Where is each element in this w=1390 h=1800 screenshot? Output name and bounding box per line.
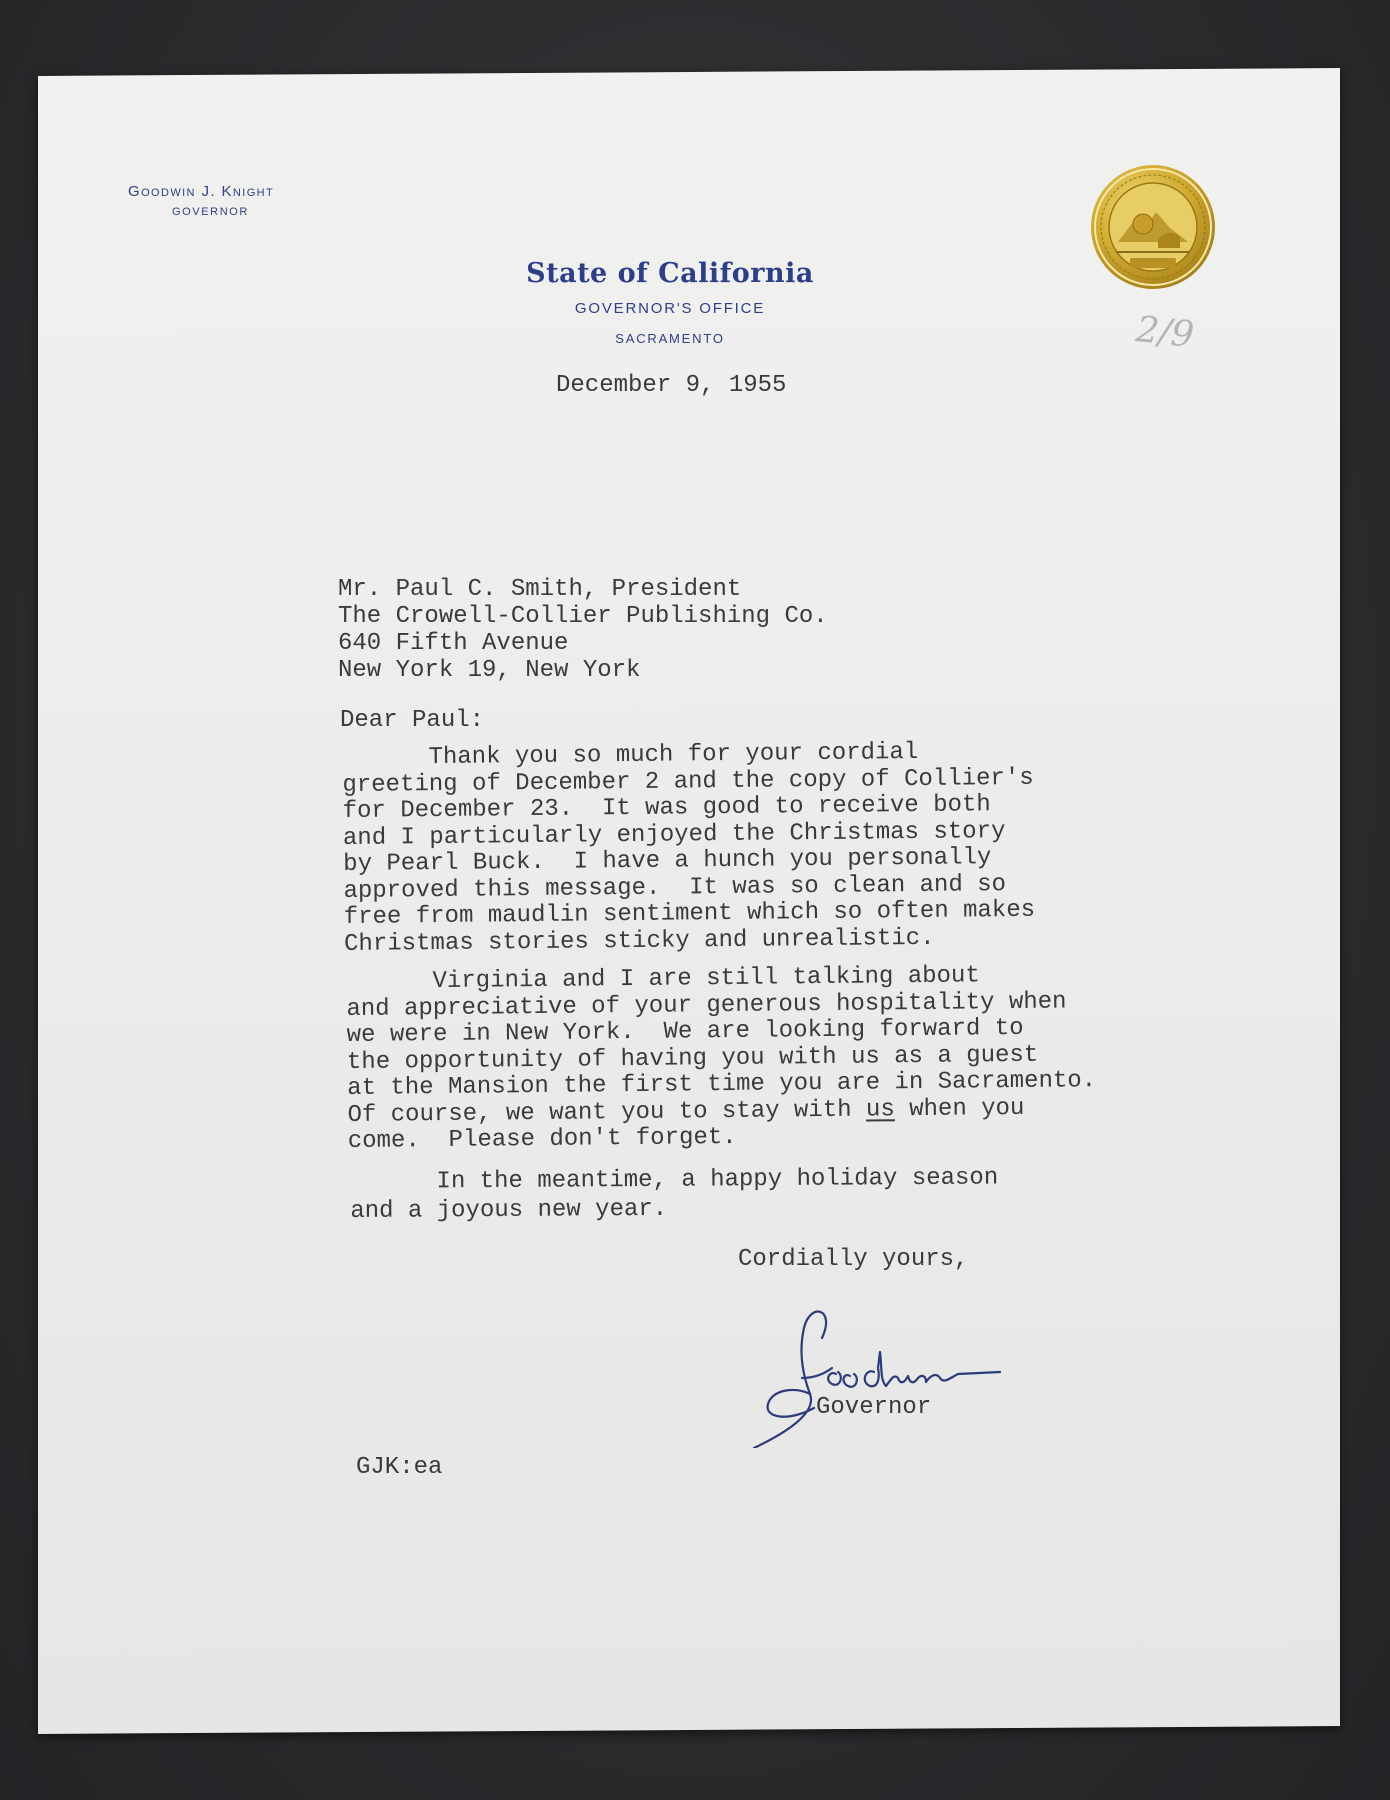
recipient-line: New York 19, New York bbox=[338, 657, 641, 684]
body-line: and I particularly enjoyed the Christmas story bbox=[342, 817, 1006, 852]
recipient-line: Mr. Paul C. Smith, President bbox=[338, 576, 742, 603]
body-line: Christmas stories sticky and unrealistic. bbox=[343, 924, 935, 958]
letterhead-city: SACRAMENTO bbox=[615, 331, 725, 346]
body-text: Of course, we want you to stay with bbox=[347, 1096, 867, 1129]
letterhead-office: GOVERNOR'S OFFICE bbox=[574, 300, 766, 317]
body-line: for December 23. It was good to receive both bbox=[342, 791, 991, 825]
body-line: In the meantime, a happy holiday season bbox=[350, 1164, 999, 1196]
body-line: by Pearl Buck. I have a hunch you personally bbox=[343, 844, 992, 878]
letter-date: December 9, 1955 bbox=[556, 372, 787, 399]
body-line: free from maudlin sentiment which so often makes bbox=[343, 896, 1036, 931]
body-paragraph-1 bbox=[342, 739, 1035, 958]
recipient-line: 640 Fifth Avenue bbox=[338, 630, 569, 657]
body-line: Virginia and I are still talking about bbox=[345, 962, 980, 996]
salutation: Dear Paul: bbox=[340, 707, 485, 734]
great-seal-of-california-icon bbox=[1088, 162, 1218, 292]
recipient-line: The Crowell-Collier Publishing Co. bbox=[338, 603, 828, 630]
body-line: approved this message. It was so clean and so bbox=[343, 870, 1007, 905]
recipient-address bbox=[338, 576, 828, 684]
closing: Cordially yours, bbox=[738, 1246, 969, 1273]
body-line: and appreciative of your generous hospitality when bbox=[346, 987, 1067, 1023]
body-line: the opportunity of having you with us as a guest bbox=[346, 1041, 1039, 1076]
body-paragraph-2 bbox=[346, 962, 1097, 1155]
body-text: when you bbox=[894, 1094, 1025, 1123]
body-line: at the Mansion the first time you are in Sacramento. bbox=[347, 1067, 1097, 1102]
body-paragraph-3 bbox=[350, 1163, 998, 1226]
sender-name: Goodwin J. Knight bbox=[128, 183, 275, 200]
signature-title: Governor bbox=[816, 1394, 932, 1421]
signature-image bbox=[744, 1298, 1014, 1448]
pencil-annotation: 2/9 bbox=[1134, 309, 1196, 356]
sender-title: GOVERNOR bbox=[172, 206, 249, 218]
body-line: and a joyous new year. bbox=[350, 1195, 668, 1225]
body-line: we were in New York. We are looking forward to bbox=[346, 1014, 1024, 1049]
body-line: Thank you so much for your cordial bbox=[341, 738, 919, 772]
reference-initials: GJK:ea bbox=[356, 1454, 443, 1481]
emphasis-text: us bbox=[865, 1095, 895, 1124]
letterhead-state: State of California bbox=[526, 258, 814, 289]
body-line: come. Please don't forget. bbox=[347, 1123, 737, 1155]
body-line: greeting of December 2 and the copy of Collier's bbox=[342, 764, 1034, 799]
